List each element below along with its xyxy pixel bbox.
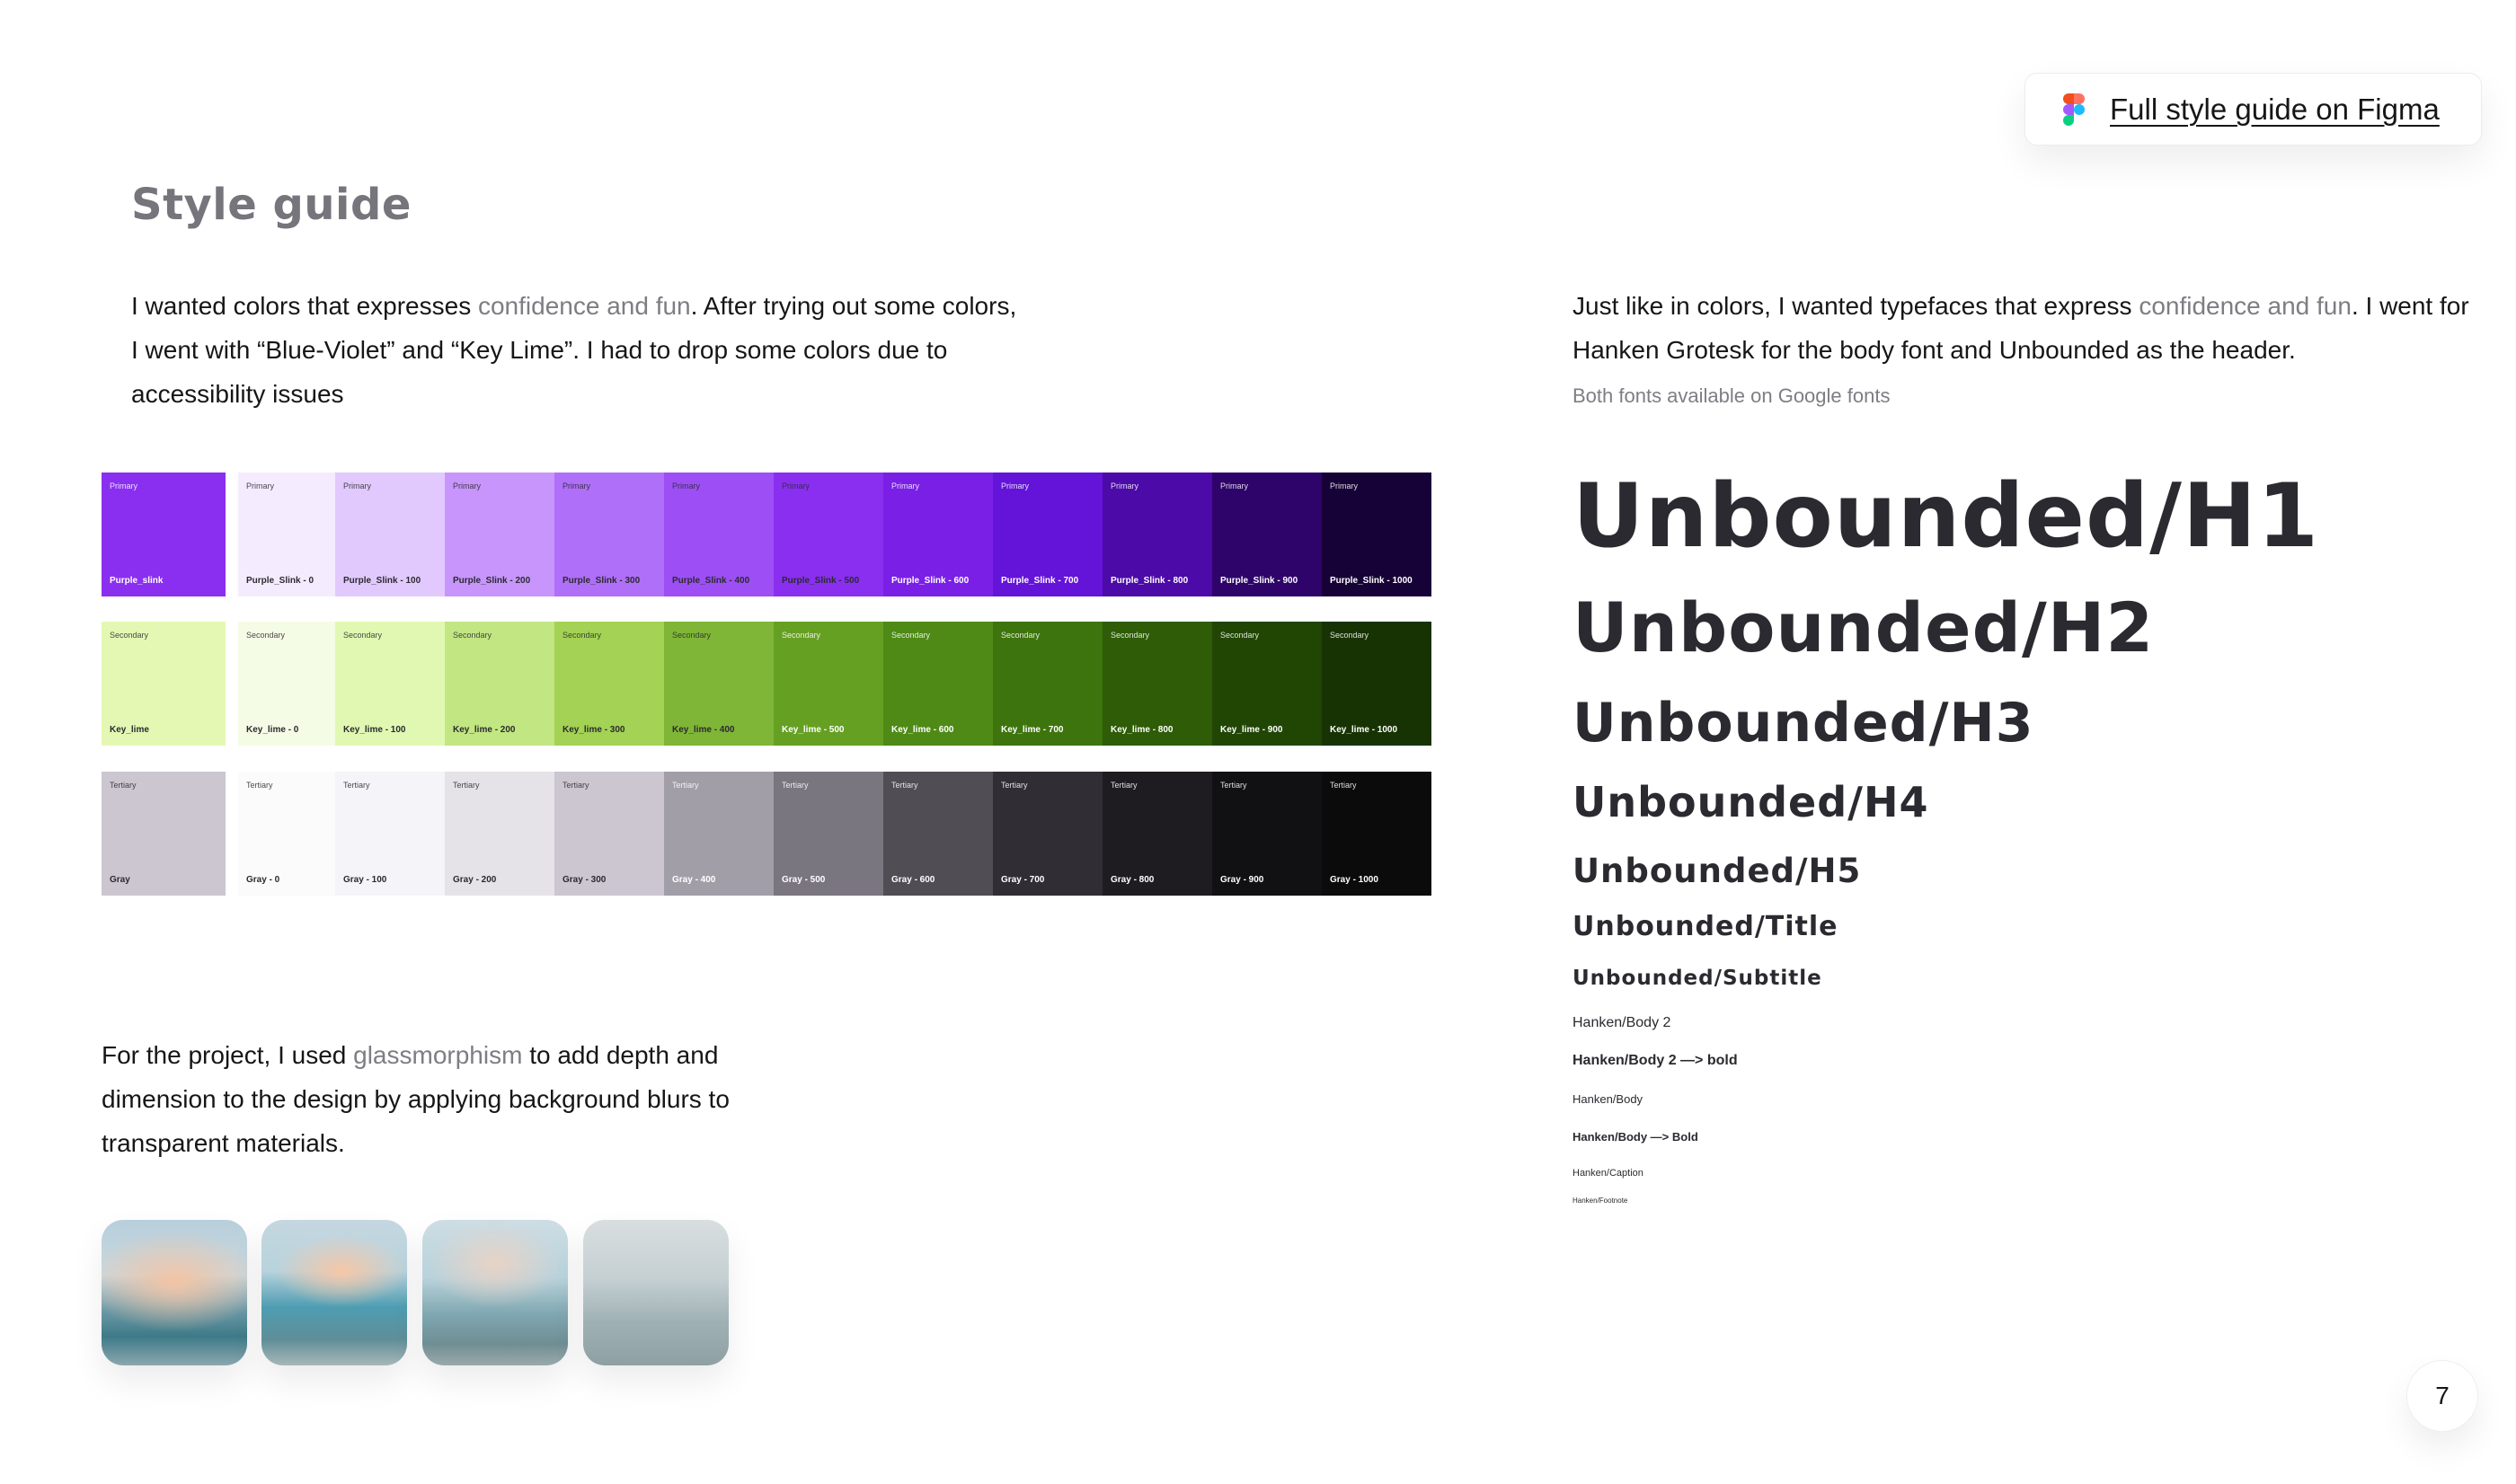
swatch-name: Gray bbox=[110, 875, 130, 885]
glassmorphism-description: For the project, I used glassmorphism to add depth and dimension to the design by applying background blurs to transparent materials. bbox=[102, 1041, 730, 1157]
swatch-category: Primary bbox=[110, 481, 137, 490]
swatch-name: Purple_Slink - 600 bbox=[891, 576, 970, 586]
swatch-category: Tertiary bbox=[1220, 781, 1247, 790]
swatch-name: Gray - 1000 bbox=[1330, 875, 1378, 885]
color-swatch bbox=[1322, 622, 1431, 746]
swatch-category: Primary bbox=[1330, 481, 1358, 490]
swatch-name: Key_lime - 800 bbox=[1111, 725, 1174, 735]
swatch-category: Primary bbox=[782, 481, 810, 490]
glass-sample-4 bbox=[583, 1220, 729, 1365]
swatch-name: Key_lime - 900 bbox=[1220, 725, 1283, 735]
swatch-category: Primary bbox=[1111, 481, 1138, 490]
swatch-category: Secondary bbox=[1111, 631, 1150, 640]
type-sample-footnote: Hanken/Footnote bbox=[1572, 1197, 1628, 1205]
swatch-name: Purple_Slink - 400 bbox=[672, 576, 750, 586]
color-swatch bbox=[883, 473, 993, 596]
swatch-category: Tertiary bbox=[343, 781, 370, 790]
swatch-name: Key_lime - 300 bbox=[563, 725, 625, 735]
color-swatch bbox=[993, 622, 1103, 746]
palette-primary bbox=[102, 473, 1440, 596]
swatch-name: Purple_Slink - 700 bbox=[1001, 576, 1079, 586]
swatch-category: Secondary bbox=[343, 631, 383, 640]
swatch-category: Tertiary bbox=[563, 781, 589, 790]
swatch-name: Gray - 900 bbox=[1220, 875, 1264, 885]
swatch-name: Key_lime bbox=[110, 725, 149, 735]
color-swatch bbox=[238, 772, 335, 896]
swatch-name: Key_lime - 200 bbox=[453, 725, 516, 735]
swatch-category: Primary bbox=[672, 481, 700, 490]
swatch-name: Purple_Slink - 100 bbox=[343, 576, 421, 586]
swatch-name: Gray - 300 bbox=[563, 875, 607, 885]
color-swatch bbox=[335, 622, 445, 746]
swatch-name: Gray - 400 bbox=[672, 875, 716, 885]
swatch-category: Primary bbox=[343, 481, 371, 490]
swatch-category: Tertiary bbox=[1111, 781, 1138, 790]
swatch-category: Primary bbox=[891, 481, 919, 490]
swatch-category: Primary bbox=[563, 481, 590, 490]
color-swatch bbox=[554, 772, 664, 896]
swatch-category: Tertiary bbox=[453, 781, 480, 790]
color-swatch bbox=[1212, 473, 1322, 596]
swatch-name: Purple_slink bbox=[110, 576, 164, 586]
swatch-name: Key_lime - 600 bbox=[891, 725, 954, 735]
color-swatch bbox=[1322, 473, 1431, 596]
type-sample-body2-bold: Hanken/Body 2 —> bold bbox=[1572, 1053, 1738, 1068]
color-swatch bbox=[238, 622, 335, 746]
swatch-name: Gray - 600 bbox=[891, 875, 935, 885]
swatch-category: Tertiary bbox=[891, 781, 918, 790]
swatch-category: Primary bbox=[246, 481, 274, 490]
type-sample-h1: Unbounded/H1 bbox=[1572, 465, 2320, 568]
color-swatch bbox=[445, 473, 554, 596]
color-swatch bbox=[664, 473, 774, 596]
page-title: Style guide bbox=[131, 180, 412, 230]
fonts-note: Both fonts available on Google fonts bbox=[1572, 384, 1891, 407]
color-swatch bbox=[445, 772, 554, 896]
glass-sample-2 bbox=[261, 1220, 407, 1365]
swatch-name: Key_lime - 0 bbox=[246, 725, 299, 735]
swatch-category: Secondary bbox=[110, 631, 149, 640]
swatch-name: Purple_Slink - 800 bbox=[1111, 576, 1189, 586]
swatch-category: Tertiary bbox=[110, 781, 137, 790]
color-swatch bbox=[774, 622, 883, 746]
swatch-category: Primary bbox=[453, 481, 481, 490]
color-swatch bbox=[1212, 622, 1322, 746]
type-sample-h2: Unbounded/H2 bbox=[1572, 587, 2155, 667]
swatch-name: Key_lime - 400 bbox=[672, 725, 735, 735]
color-swatch bbox=[102, 622, 226, 746]
swatch-name: Purple_Slink - 1000 bbox=[1330, 576, 1413, 586]
glass-sample-3 bbox=[422, 1220, 568, 1365]
swatch-name: Gray - 500 bbox=[782, 875, 826, 885]
type-sample-h4: Unbounded/H4 bbox=[1572, 778, 1929, 826]
swatch-name: Key_lime - 1000 bbox=[1330, 725, 1398, 735]
palette-tertiary bbox=[102, 772, 1440, 896]
swatch-name: Key_lime - 500 bbox=[782, 725, 845, 735]
swatch-category: Secondary bbox=[1330, 631, 1369, 640]
swatch-name: Purple_Slink - 0 bbox=[246, 576, 314, 586]
glass-sample-1 bbox=[102, 1220, 247, 1365]
swatch-category: Secondary bbox=[782, 631, 821, 640]
color-swatch bbox=[335, 473, 445, 596]
color-swatch bbox=[664, 622, 774, 746]
swatch-name: Purple_Slink - 500 bbox=[782, 576, 860, 586]
color-swatch bbox=[993, 772, 1103, 896]
swatch-category: Secondary bbox=[453, 631, 492, 640]
colors-description: I wanted colors that expresses confidence and fun. After trying out some colors, I went with “Blue-Violet” and “Key Lime”. I had to drop some colors due to accessibility issues bbox=[131, 292, 1017, 408]
swatch-category: Secondary bbox=[246, 631, 286, 640]
figma-style-guide-link[interactable] bbox=[2024, 73, 2482, 146]
type-sample-h5: Unbounded/H5 bbox=[1572, 852, 1862, 890]
swatch-category: Primary bbox=[1220, 481, 1248, 490]
color-swatch bbox=[1103, 622, 1212, 746]
swatch-category: Secondary bbox=[672, 631, 712, 640]
swatch-name: Gray - 0 bbox=[246, 875, 280, 885]
swatch-name: Purple_Slink - 300 bbox=[563, 576, 641, 586]
color-swatch bbox=[554, 473, 664, 596]
swatch-name: Key_lime - 700 bbox=[1001, 725, 1064, 735]
swatch-category: Secondary bbox=[891, 631, 931, 640]
swatch-name: Gray - 800 bbox=[1111, 875, 1155, 885]
swatch-category: Tertiary bbox=[1001, 781, 1028, 790]
swatch-category: Secondary bbox=[1001, 631, 1041, 640]
type-sample-caption: Hanken/Caption bbox=[1572, 1168, 1643, 1179]
swatch-category: Tertiary bbox=[246, 781, 273, 790]
swatch-category: Secondary bbox=[1220, 631, 1260, 640]
color-swatch bbox=[335, 772, 445, 896]
swatch-category: Tertiary bbox=[1330, 781, 1357, 790]
color-swatch bbox=[883, 772, 993, 896]
color-swatch bbox=[883, 622, 993, 746]
color-swatch bbox=[1212, 772, 1322, 896]
type-sample-body2: Hanken/Body 2 bbox=[1572, 1015, 1671, 1030]
color-swatch bbox=[993, 473, 1103, 596]
color-swatch bbox=[102, 772, 226, 896]
type-sample-subtitle: Unbounded/Subtitle bbox=[1572, 967, 1822, 990]
swatch-category: Secondary bbox=[563, 631, 602, 640]
swatch-name: Key_lime - 100 bbox=[343, 725, 406, 735]
color-swatch bbox=[445, 622, 554, 746]
color-swatch bbox=[554, 622, 664, 746]
color-swatch bbox=[102, 473, 226, 596]
swatch-category: Tertiary bbox=[782, 781, 809, 790]
type-sample-body-bold: Hanken/Body —> Bold bbox=[1572, 1130, 1698, 1144]
color-swatch bbox=[664, 772, 774, 896]
color-swatch bbox=[1103, 473, 1212, 596]
figma-link-label: Full style guide on Figma bbox=[2110, 92, 2440, 126]
color-swatch bbox=[1103, 772, 1212, 896]
type-sample-title: Unbounded/Title bbox=[1572, 911, 1838, 942]
swatch-name: Gray - 100 bbox=[343, 875, 387, 885]
swatch-category: Tertiary bbox=[672, 781, 699, 790]
swatch-name: Purple_Slink - 900 bbox=[1220, 576, 1298, 586]
color-swatch bbox=[774, 772, 883, 896]
swatch-name: Purple_Slink - 200 bbox=[453, 576, 531, 586]
type-sample-h3: Unbounded/H3 bbox=[1572, 692, 2034, 755]
color-swatch bbox=[238, 473, 335, 596]
swatch-name: Gray - 700 bbox=[1001, 875, 1045, 885]
color-swatch bbox=[774, 473, 883, 596]
figma-icon bbox=[2063, 93, 2085, 126]
typeface-description: Just like in colors, I wanted typefaces that express confidence and fun. I went for Hanken Grotesk for the body font and Unbounded as the header. bbox=[1572, 292, 2469, 364]
color-swatch bbox=[1322, 772, 1431, 896]
swatch-name: Gray - 200 bbox=[453, 875, 497, 885]
palette-secondary bbox=[102, 622, 1440, 746]
page-number: 7 bbox=[2406, 1360, 2478, 1432]
swatch-category: Primary bbox=[1001, 481, 1029, 490]
type-sample-body: Hanken/Body bbox=[1572, 1092, 1643, 1106]
